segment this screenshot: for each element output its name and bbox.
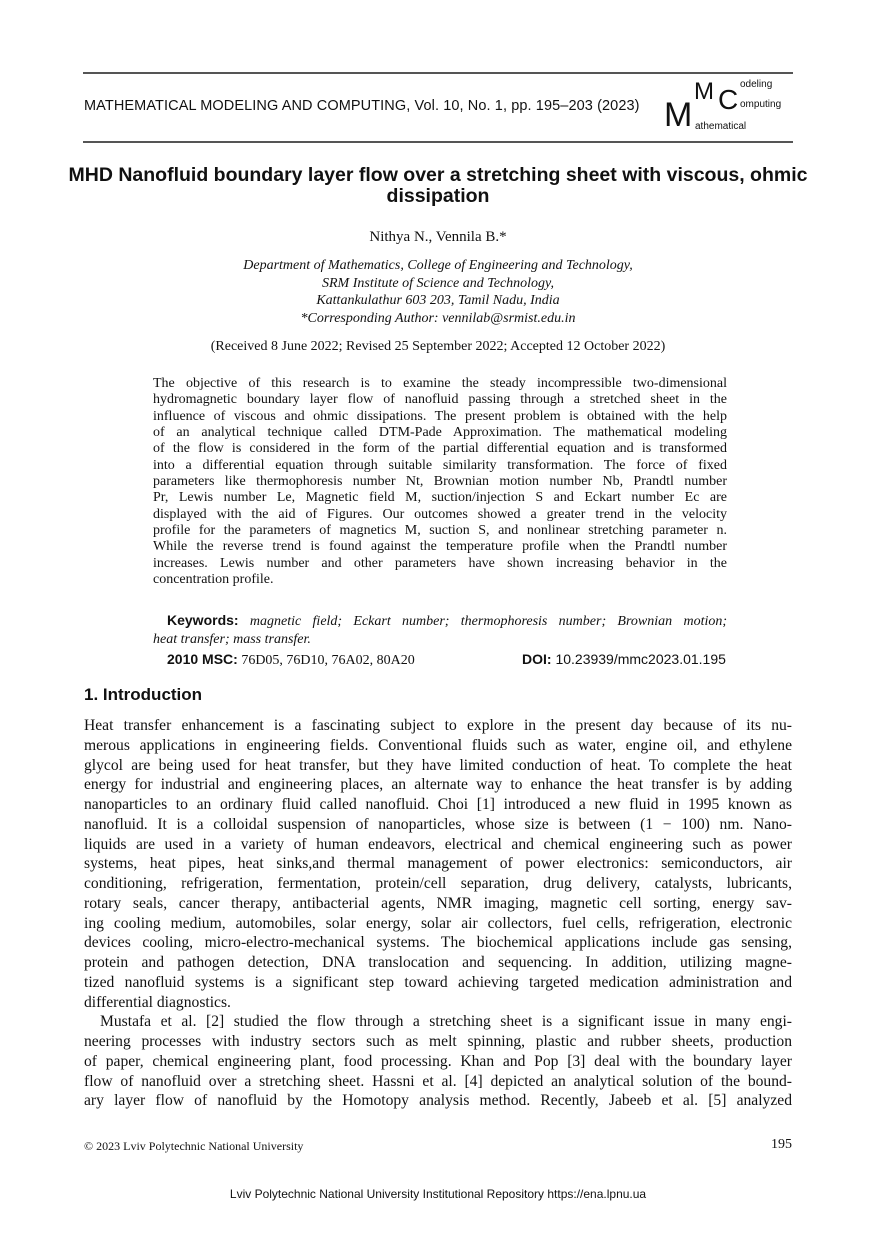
affiliation-line: Kattankulathur 603 203, Tamil Nadu, India <box>316 293 560 308</box>
text-line: of the flow is considered in the form of the partial differential equation and is transformed <box>153 441 727 457</box>
paragraph <box>84 716 792 1012</box>
doi <box>522 651 726 667</box>
logo-athematical: athematical <box>695 121 747 132</box>
repository-footer[interactable]: Lviv Polytechnic National University Institutional Repository https://ena.lpnu.ua <box>229 1187 647 1201</box>
text-line: flow of nanofluid over a stretching sheet. Hassni et al. [4] depicted an analytical solution of the bound- <box>84 1072 792 1090</box>
logo-odeling: odeling <box>740 79 773 90</box>
text-line: into a differential equation through suitable similarity transformation. The force of fixed <box>153 457 727 473</box>
keywords-label: Keywords: <box>167 612 239 628</box>
text-line: tized nanofluid systems is a significant step toward achieving targeted medication administration and <box>84 973 792 991</box>
keywords-line: magnetic field; Eckart number; thermophoresis number; Brownian motion; <box>249 614 728 629</box>
msc-codes <box>167 651 415 669</box>
text-line: liquids are used in a variety of human endeavors, electrical and chemical engineering such as power <box>84 835 792 853</box>
logo-m2: M <box>694 78 714 105</box>
text-line: rotary seals, cancer therapy, antibacterial agents, NMR imaging, magnetic cell sorting, energy sav- <box>84 894 792 912</box>
keywords-line: heat transfer; mass transfer. <box>153 632 311 647</box>
text-line: Heat transfer enhancement is a fascinating subject to explore in the present day because of its nu- <box>84 717 792 734</box>
affiliation-line: Department of Mathematics, College of Engineering and Technology, <box>243 258 633 273</box>
received-dates: (Received 8 June 2022; Revised 25 September 2022; Accepted 12 October 2022) <box>210 339 666 354</box>
text-line: of an analytical technique called DTM-Pade Approximation. The mathematical modeling <box>153 425 727 441</box>
text-line: influence of viscous and ohmic dissipations. The present problem is obtained with the help <box>153 408 727 424</box>
logo-c: C <box>718 84 739 115</box>
text-line: Pr, Lewis number Le, Magnetic field M, suction/injection S and Eckart number Ec are <box>153 490 727 506</box>
paragraph <box>84 1012 792 1111</box>
text-line: The objective of this research is to examine the steady incompressible two-dimensional <box>153 376 727 391</box>
text-line: Mustafa et al. [2] studied the flow through a stretching sheet is a significant issue in many engi- <box>100 1013 792 1031</box>
logo-omputing: omputing <box>740 99 782 110</box>
text-line: profile for the parameters of magnetics M, suction S, and nonlinear stretching parameter n. <box>153 523 727 539</box>
text-line: hydromagnetic boundary layer flow of nanofluid passing through a stretched sheet in the <box>153 392 727 408</box>
text-line: increases. Lewis number and other parameters have shown increasing behavior in the <box>153 555 727 571</box>
msc-value: 76D05, 76D10, 76A02, 80A20 <box>241 653 415 668</box>
journal-logo <box>664 78 794 138</box>
body-text <box>84 716 792 1111</box>
text-line: systems, heat pipes, heat sinks,and thermal management of power electronics: semiconductors, air <box>84 855 792 873</box>
text-line: ary layer flow of nanofluid by the Homotopy analysis method. Recently, Jabeeb et al. [5] analyzed <box>84 1092 792 1110</box>
authors: Nithya N., Vennila B.* <box>369 229 507 245</box>
text-line: While the reverse trend is found against the temperature profile when the Prandtl number <box>153 539 727 555</box>
text-line: ing cooling medium, automobiles, solar energy, solar air collectors, fuel cells, refrigeration, electronic <box>84 914 792 932</box>
text-line: protein and pathogen detection, DNA translocation and sequencing. In addition, utilizing magne- <box>84 954 792 971</box>
journal-citation: MATHEMATICAL MODELING AND COMPUTING, Vol. 10, No. 1, pp. 195–203 (2023) <box>84 98 640 114</box>
text-line: devices cooling, micro-electro-mechanical systems. The biochemical applications include gas sensing, <box>84 934 792 952</box>
header-rule-bottom <box>83 141 793 143</box>
doi-link[interactable]: 10.23939/mmc2023.01.195 <box>555 651 726 667</box>
text-line: parameters like thermophoresis number Nt, Brownian motion number Nb, Prandtl number <box>153 474 727 490</box>
text-line: conditioning, refrigeration, fermentation, protein/cell separation, drug delivery, catalysts, lubricants, <box>84 875 792 892</box>
affiliation-line: SRM Institute of Science and Technology, <box>322 275 554 291</box>
text-line: neering processes with industry sectors such as melt spinning, plastic and rubber sheets, production <box>84 1033 792 1050</box>
paper-title: MHD Nanofluid boundary layer flow over a stretching sheet with viscous, ohmic dissipation <box>68 164 808 207</box>
text-line: energy for industrial and engineering places, an alternate way to enhance the heat transfer is by adding <box>84 776 792 794</box>
text-line: displayed with the aid of Figures. Our outcomes showed a greater trend in the velocity <box>153 506 727 522</box>
corresponding-author[interactable]: *Corresponding Author: vennilab@srmist.edu.in <box>300 310 576 326</box>
affiliation <box>0 257 876 327</box>
text-line: glycol are being used for heat transfer, but they have limited conduction of heat. To complete the heat <box>84 756 792 774</box>
logo-m: M <box>664 96 693 134</box>
msc-label: 2010 MSC: <box>167 651 238 667</box>
text-line: nanofluid. It is a colloidal suspension of nanoparticles, whose size is between (1 − 100) nm. Nano- <box>84 815 792 833</box>
text-line: nanoparticles to an ordinary fluid called nanofluid. Choi [1] introduced a new fluid in 1995 known as <box>84 796 792 813</box>
text-line: concentration profile. <box>153 572 274 588</box>
text-line: of paper, chemical engineering plant, food processing. Khan and Pop [3] deal with the boundary layer <box>84 1052 792 1070</box>
text-line: merous applications in engineering fields. Conventional fluids such as water, engine oil, and ethylene <box>84 736 792 754</box>
section-heading: 1. Introduction <box>84 685 203 704</box>
header-rule-top <box>83 72 793 74</box>
text-line: differential diagnostics. <box>84 993 231 1011</box>
doi-label: DOI: <box>522 651 552 667</box>
page-number: 195 <box>771 1137 792 1152</box>
abstract <box>153 376 727 588</box>
copyright: © 2023 Lviv Polytechnic National University <box>84 1139 304 1153</box>
keywords <box>153 611 727 649</box>
